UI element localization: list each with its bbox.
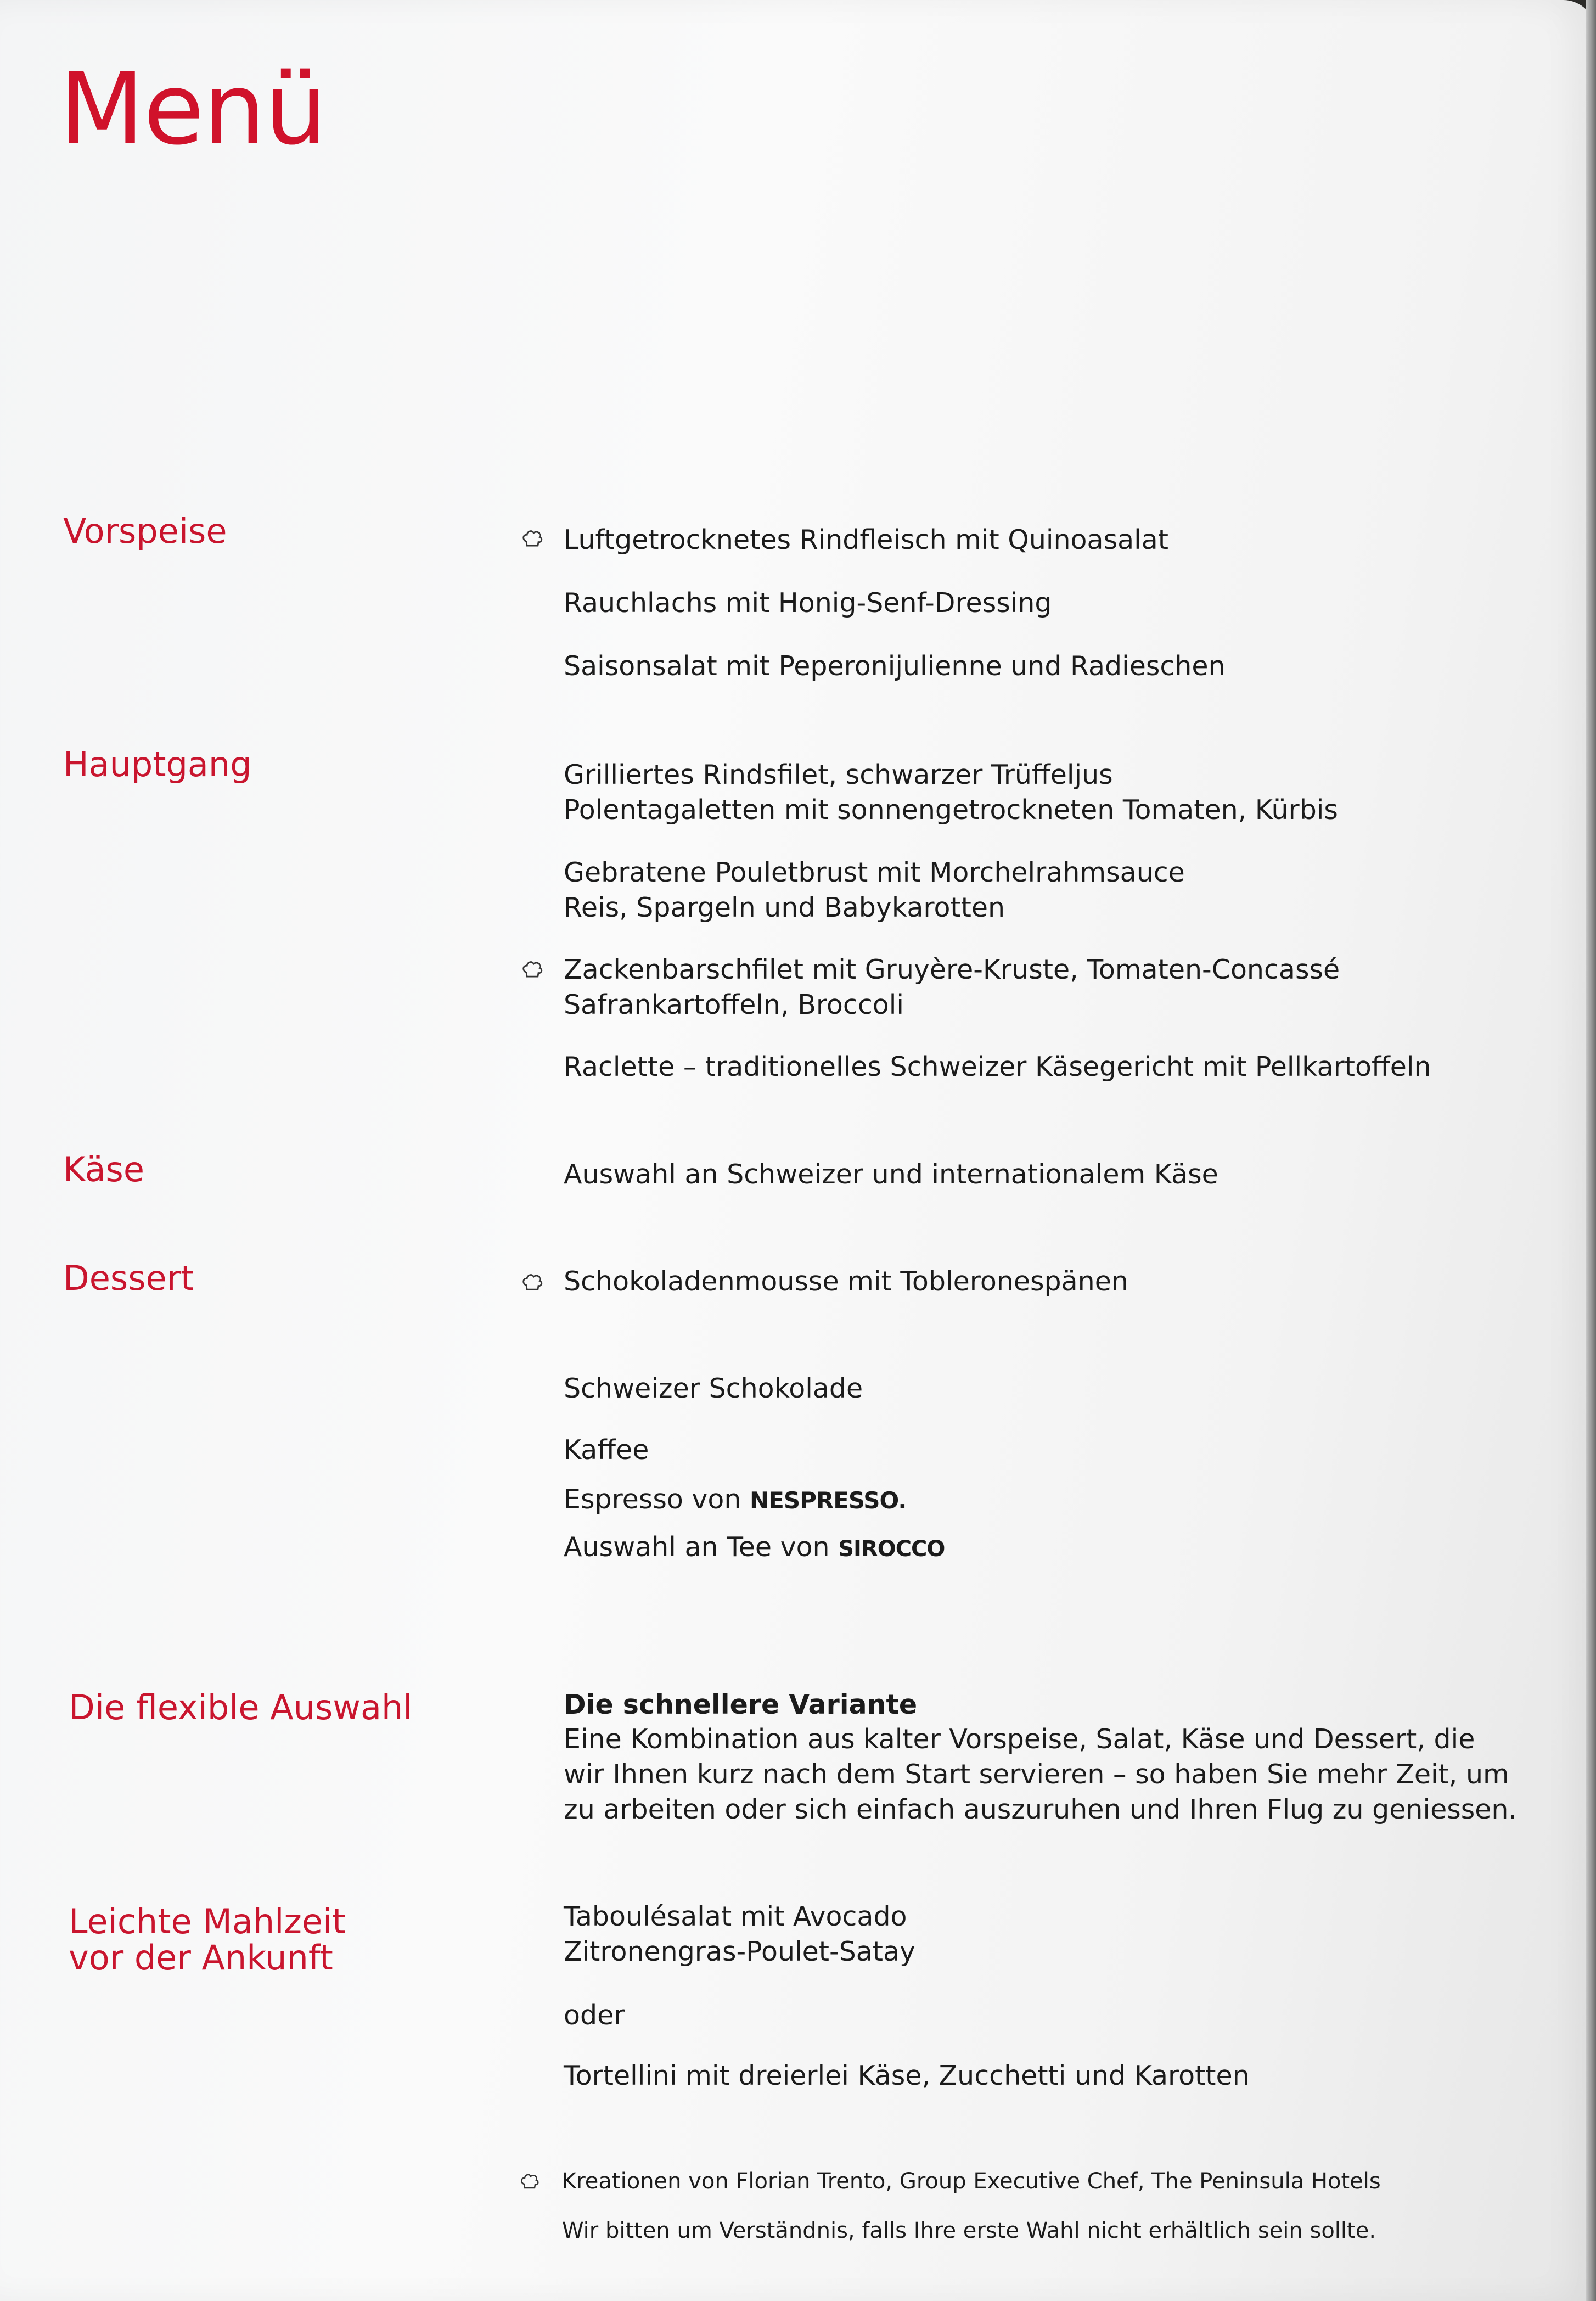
chef-hat-icon — [520, 958, 544, 982]
page-title: Menü — [59, 52, 327, 167]
section-label-leicht-1: Leichte Mahlzeit — [69, 1901, 346, 1941]
page-spine — [1586, 0, 1596, 2301]
menu-item: Schweizer Schokolade — [564, 1373, 863, 1404]
menu-item: Polentagaletten mit sonnengetrockneten Tomaten, Kürbis — [564, 794, 1338, 826]
section-label-vorspeise: Vorspeise — [63, 511, 227, 551]
flex-heading — [564, 1687, 917, 1722]
menu-item: Tortellini mit dreierlei Käse, Zucchetti und Karotten — [564, 2060, 1250, 2091]
section-label-dessert: Dessert — [63, 1258, 194, 1298]
menu-item: Kaffee — [564, 1434, 649, 1466]
menu-item: Zackenbarschfilet mit Gruyère-Kruste, Tomaten-Concassé — [564, 954, 1340, 985]
menu-item: Safrankartoffeln, Broccoli — [564, 989, 904, 1020]
menu-item: Grilliertes Rindsfilet, schwarzer Trüffeljus — [564, 759, 1113, 790]
chef-hat-icon — [519, 2171, 541, 2193]
menu-item: Saisonsalat mit Peperonijulienne und Radieschen — [564, 650, 1226, 682]
section-label-hauptgang: Hauptgang — [63, 744, 252, 784]
section-label-flexibel: Die flexible Auswahl — [69, 1687, 413, 1727]
menu-item: Luftgetrocknetes Rindfleisch mit Quinoasalat — [564, 524, 1168, 555]
flex-description: Eine Kombination aus kalter Vorspeise, Salat, Käse und Dessert, die wir Ihnen kurz nach dem Start servieren – so haben Sie mehr Zeit, um zu arbeiten oder sich einfach auszuruhen und Ihren Flug zu geniessen. — [564, 1724, 1518, 1825]
menu-item — [564, 1482, 906, 1518]
menu-item: Raclette – traditionelles Schweizer Käsegericht mit Pellkartoffeln — [564, 1051, 1431, 1082]
menu-item: Zitronengras-Poulet-Satay — [564, 1936, 916, 1967]
menu-item: Taboulésalat mit Avocado — [564, 1901, 907, 1932]
flex-heading-text: Die schnellere Variante — [564, 1689, 918, 1720]
footer-note-availability: Wir bitten um Verständnis, falls Ihre erste Wahl nicht erhältlich sein sollte. — [562, 2218, 1376, 2243]
menu-item: Reis, Spargeln und Babykarotten — [564, 892, 1005, 923]
chef-hat-icon — [520, 1271, 544, 1295]
menu-item-text: Espresso von — [564, 1484, 741, 1515]
section-label-kaese: Käse — [63, 1149, 145, 1189]
nespresso-logo: NESPRESSO. — [750, 1487, 907, 1514]
menu-item-text: Auswahl an Tee von — [564, 1531, 830, 1563]
chef-hat-icon — [520, 527, 544, 551]
menu-item: oder — [564, 2000, 625, 2031]
menu-item — [564, 1530, 945, 1567]
sirocco-logo: SIROCCO — [838, 1536, 945, 1562]
menu-item: Rauchlachs mit Honig-Senf-Dressing — [564, 587, 1052, 619]
section-label-leicht-2: vor der Ankunft — [69, 1938, 333, 1978]
menu-item: Gebratene Pouletbrust mit Morchelrahmsauce — [564, 857, 1185, 888]
footer-note-chef: Kreationen von Florian Trento, Group Executive Chef, The Peninsula Hotels — [562, 2169, 1381, 2194]
menu-item: Auswahl an Schweizer und internationalem Käse — [564, 1159, 1218, 1190]
menu-item: Schokoladenmousse mit Tobleronespänen — [564, 1266, 1128, 1297]
